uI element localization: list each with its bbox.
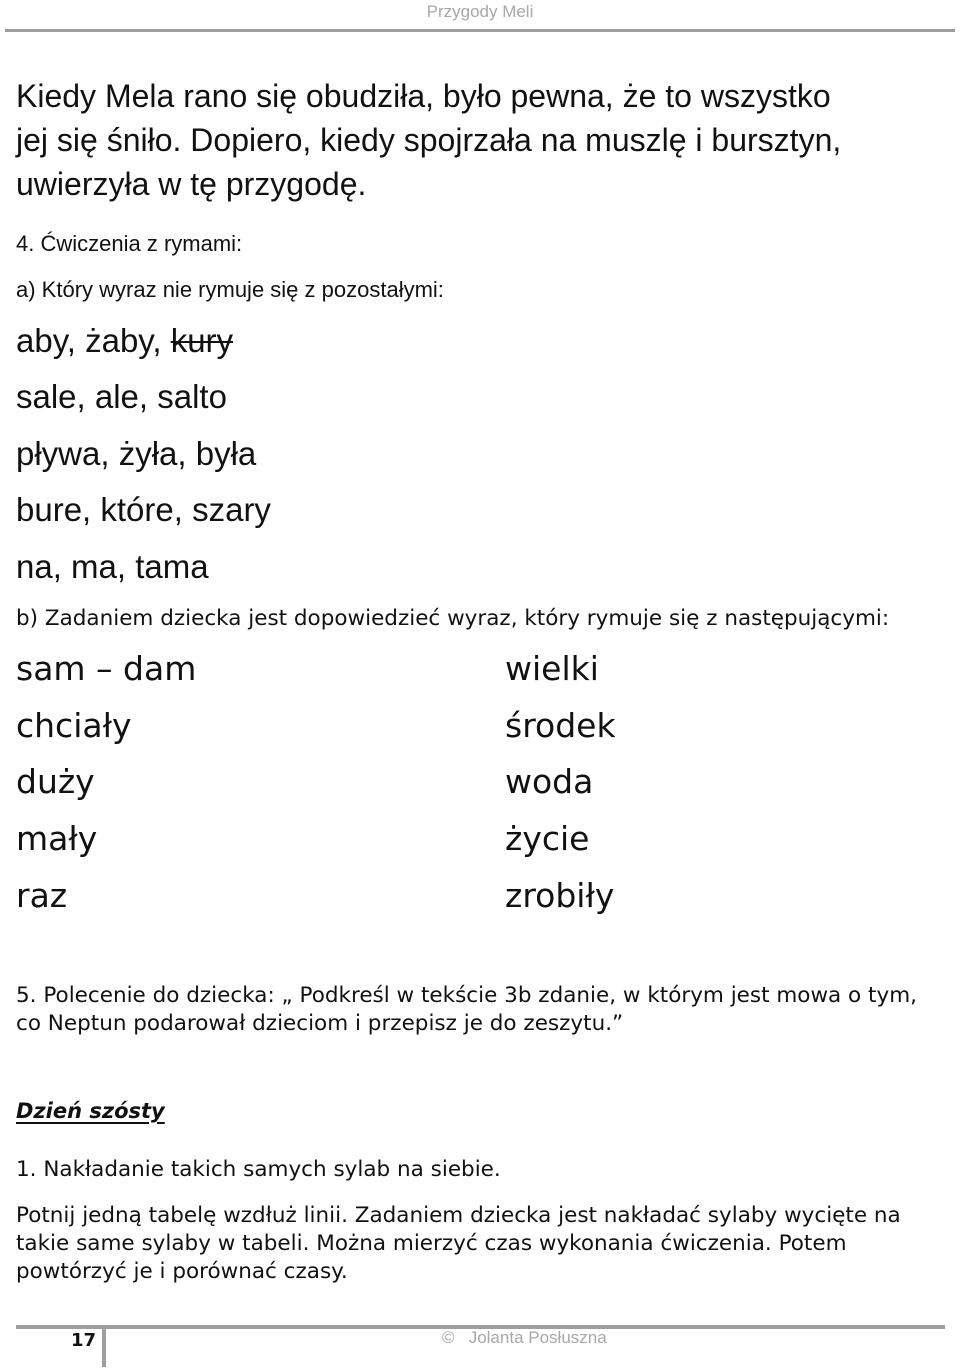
day-six-instruction-line-2: takie same sylaby w tabeli. Można mierzyć czas wykonania ćwiczenia. Potem	[16, 1231, 847, 1256]
struck-odd-word: kury	[170, 322, 234, 359]
intro-line-2: jej się śniło. Dopiero, kiedy spojrzała na muszlę i bursztyn,	[16, 122, 842, 158]
exercise-5-line-2: co Neptun podarował dzieciom i przepisz je do zeszytu.”	[16, 1011, 624, 1036]
intro-line-1: Kiedy Mela rano się obudziła, było pewna, że to wszystko	[16, 78, 831, 114]
rhyme-row-3: pływa, żyła, była	[16, 435, 257, 472]
rhyme-row-5: na, ma, tama	[16, 548, 209, 585]
footer-author: Jolanta Posłuszna	[468, 1328, 607, 1347]
page-number: 17	[71, 1330, 97, 1351]
rhyme-row-1	[16, 322, 233, 360]
day-six-instruction-line-3: powtórzyć je i porównać czasy.	[16, 1259, 348, 1284]
exercise-4b-instruction: b) Zadaniem dziecka jest dopowiedzieć wyraz, który rymuje się z następującymi:	[16, 606, 890, 631]
running-header-title: Przygody Meli	[426, 2, 534, 21]
day-six-heading: Dzień szósty	[16, 1099, 165, 1123]
exercise-5-line-1: 5. Polecenie do dziecka: „ Podkreśl w tekście 3b zdanie, w którym jest mowa o tym,	[16, 983, 917, 1008]
footer-page-separator	[102, 1325, 106, 1367]
day-six-instruction-line-1: Potnij jedną tabelę wzdłuż linii. Zadaniem dziecka jest nakładać sylaby wycięte na	[16, 1203, 901, 1228]
exercise-4a-instruction: a) Który wyraz nie rymuje się z pozostałymi:	[16, 277, 444, 302]
left-word-4: mały	[16, 819, 98, 858]
right-word-2: środek	[505, 706, 616, 745]
copyright-icon: ©	[442, 1328, 455, 1347]
left-word-1: sam – dam	[16, 649, 197, 688]
right-word-3: woda	[505, 762, 594, 801]
right-word-5: zrobiły	[505, 876, 615, 915]
left-word-5: raz	[16, 876, 68, 915]
intro-line-3: uwierzyła w tę przygodę.	[16, 166, 367, 202]
rhyme-row-4: bure, które, szary	[16, 491, 271, 528]
header-divider	[5, 29, 955, 32]
right-word-4: życie	[505, 819, 590, 858]
left-word-2: chciały	[16, 706, 132, 745]
left-word-3: duży	[16, 762, 95, 801]
exercise-4-heading: 4. Ćwiczenia z rymami:	[16, 231, 243, 256]
day-six-item-1: 1. Nakładanie takich samych sylab na siebie.	[16, 1157, 501, 1182]
right-word-1: wielki	[505, 649, 599, 688]
rhyme-row-words: aby, żaby,	[16, 322, 171, 359]
footer-copyright	[442, 1328, 607, 1348]
rhyme-row-2: sale, ale, salto	[16, 378, 227, 415]
